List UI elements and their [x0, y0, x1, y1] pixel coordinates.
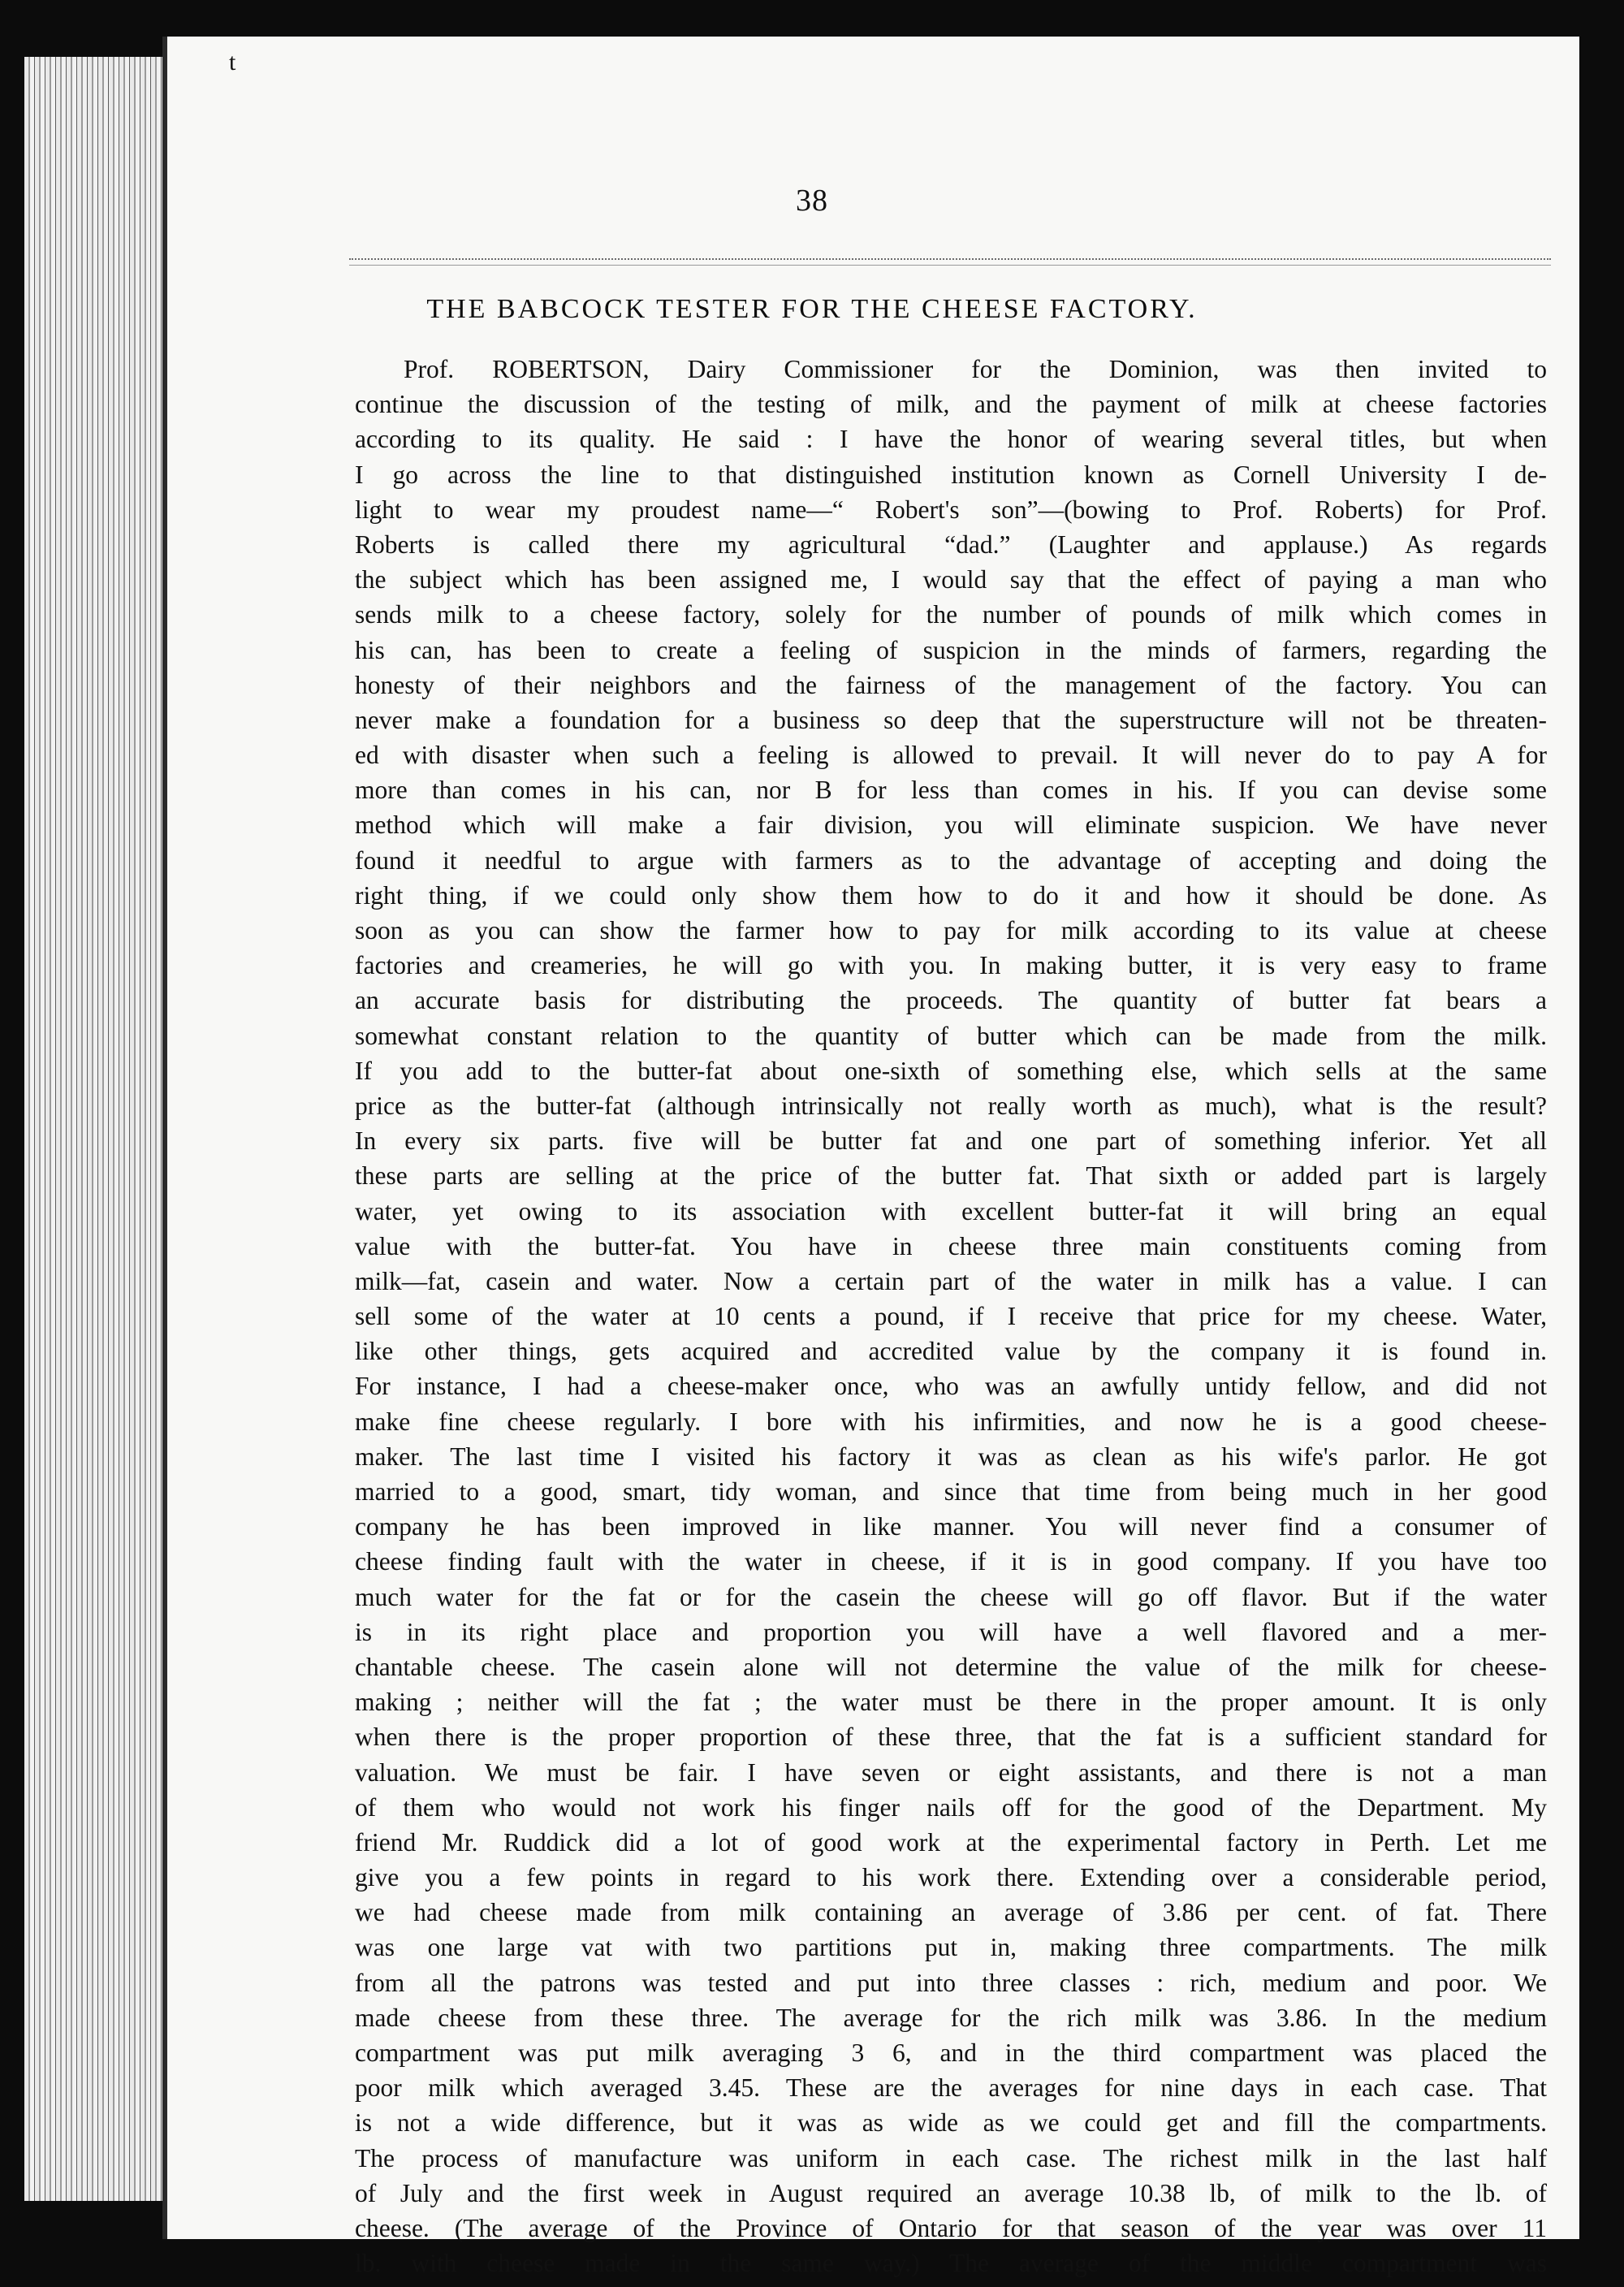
text-line: factories and creameries, he will go with you. In making butter, it is very easy to frame	[355, 951, 1547, 980]
text-line: right thing, if we could only show them how to do it and how it should be done. As	[355, 880, 1547, 910]
text-line: more than comes in his can, nor B for less than comes in his. If you can devise some	[355, 776, 1547, 805]
text-line: soon as you can show the farmer how to pay for milk according to its value at cheese	[355, 916, 1547, 945]
text-line: made cheese from these three. The average for the rich milk was 3.86. In the medium	[355, 2003, 1547, 2032]
text-line: of July and the first week in August required an average 10.38 lb, of milk to the lb. of	[355, 2178, 1547, 2207]
text-line: ed with disaster when such a feeling is allowed to prevail. It will never do to pay A for	[355, 741, 1547, 770]
text-line: we had cheese made from milk containing an average of 3.86 per cent. of fat. There	[355, 1898, 1547, 1927]
text-line: from all the patrons was tested and put into three classes : rich, medium and poor. We	[355, 1968, 1547, 1997]
text-line: poor milk which averaged 3.45. These are the averages for nine days in each case. That	[355, 2073, 1547, 2103]
text-line: valuation. We must be fair. I have seven or eight assistants, and there is not a man	[355, 1757, 1547, 1787]
text-line: light to wear my proudest name—“ Robert's son”—(bowing to Prof. Roberts) for Prof.	[355, 495, 1547, 524]
text-line: Roberts is called there my agricultural “dad.” (Laughter and applause.) As regards	[355, 530, 1547, 559]
header-rule	[349, 258, 1551, 260]
text-line: make fine cheese regularly. I bore with his infirmities, and now he is a good cheese-	[355, 1407, 1547, 1436]
text-line: is in its right place and proportion you will have a well flavored and a mer-	[355, 1617, 1547, 1646]
text-line: cheese. (The average of the Province of Ontario for that season of the year was over 11	[355, 2213, 1547, 2242]
text-line: lb. with cheese made in the same way.) The average of the middle compartment was	[355, 2249, 1547, 2278]
text-line: company he has been improved in like manner. You will never find a consumer of	[355, 1512, 1547, 1541]
page-number: 38	[796, 184, 828, 218]
text-line: For instance, I had a cheese-maker once, who was an awfully untidy fellow, and did not	[355, 1372, 1547, 1401]
text-line: sell some of the water at 10 cents a pound, if I receive that price for my cheese. Water,	[355, 1302, 1547, 1331]
text-line: was one large vat with two partitions put in, making three compartments. The milk	[355, 1933, 1547, 1962]
text-line: friend Mr. Ruddick did a lot of good work at the experimental factory in Perth. Let me	[355, 1827, 1547, 1857]
text-line: much water for the fat or for the casein the cheese will go off flavor. But if the water	[355, 1582, 1547, 1611]
page-stack-edges	[24, 57, 166, 2201]
text-line: maker. The last time I visited his factory it was as clean as his wife's parlor. He got	[355, 1442, 1547, 1471]
text-line: water, yet owing to its association with excellent butter-fat it will bring an equal	[355, 1196, 1547, 1226]
body-text	[355, 352, 1547, 2281]
section-heading: THE BABCOCK TESTER FOR THE CHEESE FACTORY.	[426, 294, 1198, 324]
text-line: making ; neither will the fat ; the water must be there in the proper amount. It is only	[355, 1688, 1547, 1717]
text-line: is not a wide difference, but it was as wide as we could get and fill the compartments.	[355, 2108, 1547, 2138]
text-line: value with the butter-fat. You have in cheese three main constituents coming from	[355, 1231, 1547, 1260]
text-line: according to its quality. He said : I have the honor of wearing several titles, but when	[355, 425, 1547, 454]
text-line: married to a good, smart, tidy woman, and since that time from being much in her good	[355, 1477, 1547, 1506]
text-line: If you add to the butter-fat about one-sixth of something else, which sells at the same	[355, 1056, 1547, 1085]
text-line: continue the discussion of the testing of milk, and the payment of milk at cheese factories	[355, 390, 1547, 419]
text-line: method which will make a fair division, you will eliminate suspicion. We have never	[355, 811, 1547, 840]
text-line: of them who would not work his finger nails off for the good of the Department. My	[355, 1792, 1547, 1822]
text-line: found it needful to argue with farmers as to the advantage of accepting and doing the	[355, 845, 1547, 875]
text-line: his can, has been to create a feeling of suspicion in the minds of farmers, regarding the	[355, 635, 1547, 664]
text-line: never make a foundation for a business so deep that the superstructure will not be threaten-	[355, 705, 1547, 734]
text-line: milk—fat, casein and water. Now a certain part of the water in milk has a value. I can	[355, 1266, 1547, 1295]
header-rule-lower	[349, 265, 1551, 266]
text-line: chantable cheese. The casein alone will not determine the value of the milk for cheese-	[355, 1652, 1547, 1681]
text-line: these parts are selling at the price of the butter fat. That sixth or added part is largely	[355, 1161, 1547, 1191]
text-line: compartment was put milk averaging 3 6, and in the third compartment was placed the	[355, 2038, 1547, 2067]
text-line: the subject which has been assigned me, I would say that the effect of paying a man who	[355, 565, 1547, 594]
text-line: cheese finding fault with the water in cheese, if it is in good company. If you have too	[355, 1547, 1547, 1576]
text-line: an accurate basis for distributing the proceeds. The quantity of butter fat bears a	[355, 986, 1547, 1015]
text-line: when there is the proper proportion of these three, that the fat is a sufficient standard for	[355, 1723, 1547, 1752]
text-line: honesty of their neighbors and the fairness of the management of the factory. You can	[355, 670, 1547, 699]
text-line: sends milk to a cheese factory, solely for the number of pounds of milk which comes in	[355, 600, 1547, 629]
text-line: like other things, gets acquired and accredited value by the company it is found in.	[355, 1337, 1547, 1366]
text-line: price as the butter-fat (although intrinsically not really worth as much), what is the result?	[355, 1091, 1547, 1120]
text-line: The process of manufacture was uniform in each case. The richest milk in the last half	[355, 2143, 1547, 2172]
margin-mark: t	[229, 49, 236, 76]
text-line: I go across the line to that distinguished institution known as Cornell University I de-	[355, 460, 1547, 489]
text-line: give you a few points in regard to his work there. Extending over a considerable period,	[355, 1863, 1547, 1892]
text-line: somewhat constant relation to the quantity of butter which can be made from the milk.	[355, 1021, 1547, 1050]
text-line: Prof. ROBERTSON, Dairy Commissioner for the Dominion, was then invited to	[404, 355, 1547, 383]
text-line: In every six parts. five will be butter fat and one part of something inferior. Yet all	[355, 1126, 1547, 1156]
